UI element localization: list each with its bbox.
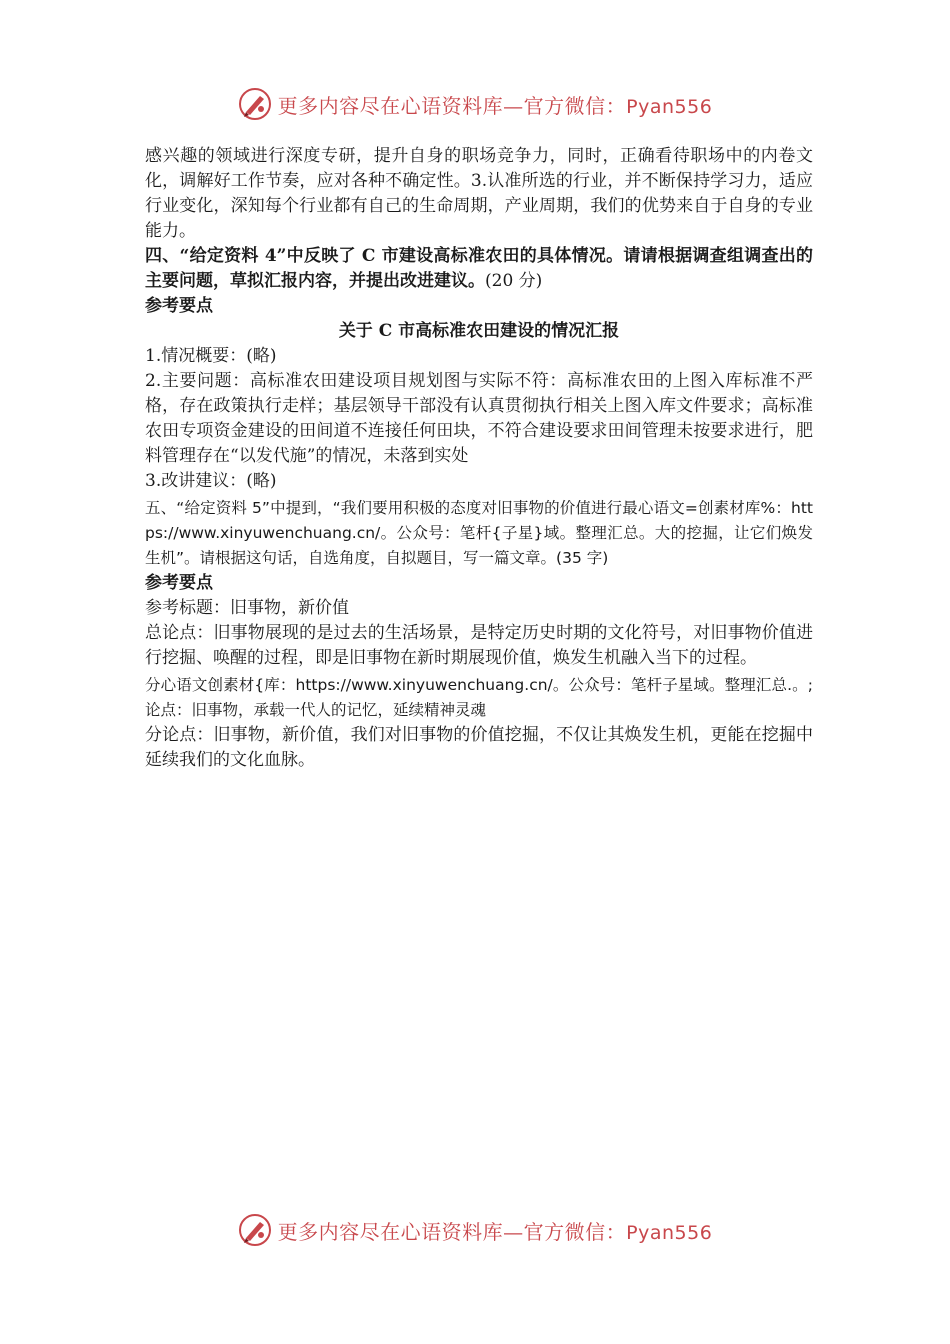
header-watermark: [0, 84, 950, 124]
question-5-reference-heading: 参考要点: [145, 573, 213, 593]
footer-watermark: [0, 1210, 950, 1250]
watermark-dash: —: [503, 93, 524, 118]
watermark-sub: 官方微信：: [523, 1219, 627, 1244]
watermark-main: 更多内容尽在心语资料库: [277, 1219, 504, 1244]
document-body: [145, 144, 813, 773]
question-4-score: (20 分): [485, 271, 543, 291]
watermark-dash: —: [503, 1219, 524, 1244]
pen-seal-logo-icon: [238, 87, 272, 121]
report-item-2: 2.主要问题：高标准农田建设项目规划图与实际不符：高标准农田的上图入库标准不严格，存在政策执行走样；基层领导干部没有认真贯彻执行相关上图入库文件要求；高标准农田专项资金建设的田间道不连接任何田块，不符合建设要求田间管理未按要求进行，肥料管理存在“以发代施”的情况，未落到实处: [145, 371, 813, 466]
question-4-title: 四、“给定资料 4”中反映了 C 市建设高标准农田的具体情况。请请根据调查组调查出的主要问题，草拟汇报内容，并提出改进建议。: [145, 246, 813, 291]
report-item-1: 1.情况概要：(略): [145, 346, 277, 366]
watermark-id: Pyan556: [626, 1221, 713, 1244]
report-item-3: 3.改讲建议：(略): [145, 471, 277, 491]
sub-argument-2: 分论点：旧事物，新价值，我们对旧事物的价值挖掘，不仅让其焕发生机，更能在挖掘中延续我们的文化血脉。: [145, 725, 813, 770]
question-5: 五、“给定资料 5”中提到，“我们要用积极的态度对旧事物的价值进行最心语文=创素材库%：https://www.xinyuwenchuang.cn/。公众号：笔杆{子星}域。整理汇总。大的挖掘，让它们焕发生机”。请根据这句话，自选角度，自拟题目，写一篇文章。(35 字): [145, 499, 813, 567]
question-4-reference-heading: 参考要点: [145, 296, 213, 316]
watermark-sub: 官方微信：: [523, 93, 627, 118]
watermark-text: [278, 90, 713, 119]
watermark-main: 更多内容尽在心语资料库: [277, 93, 504, 118]
question-4: [145, 244, 813, 294]
main-argument: 总论点：旧事物展现的是过去的生活场景，是特定历史时期的文化符号，对旧事物价值进行挖掘、唤醒的过程，即是旧事物在新时期展现价值，焕发生机融入当下的过程。: [145, 623, 813, 668]
watermark-text: [278, 1216, 713, 1245]
paragraph-career: 感兴趣的领域进行深度专研，提升自身的职场竞争力，同时，正确看待职场中的内卷文化，调解好工作节奏，应对各种不确定性。3.认准所选的行业，并不断保持学习力，适应行业变化，深知每个行业都有自己的生命周期，产业周期，我们的优势来自于自身的专业能力。: [145, 146, 813, 241]
report-title: 关于 C 市高标准农田建设的情况汇报: [338, 321, 620, 341]
watermark-id: Pyan556: [626, 95, 713, 118]
sub-argument-1: 分心语文创素材{库：https://www.xinyuwenchuang.cn/。公众号：笔杆子星域。整理汇总.。;论点：旧事物，承载一代人的记忆，延续精神灵魂: [145, 676, 813, 719]
reference-title: 参考标题：旧事物，新价值: [145, 598, 349, 618]
pen-seal-logo-icon: [238, 1213, 272, 1247]
